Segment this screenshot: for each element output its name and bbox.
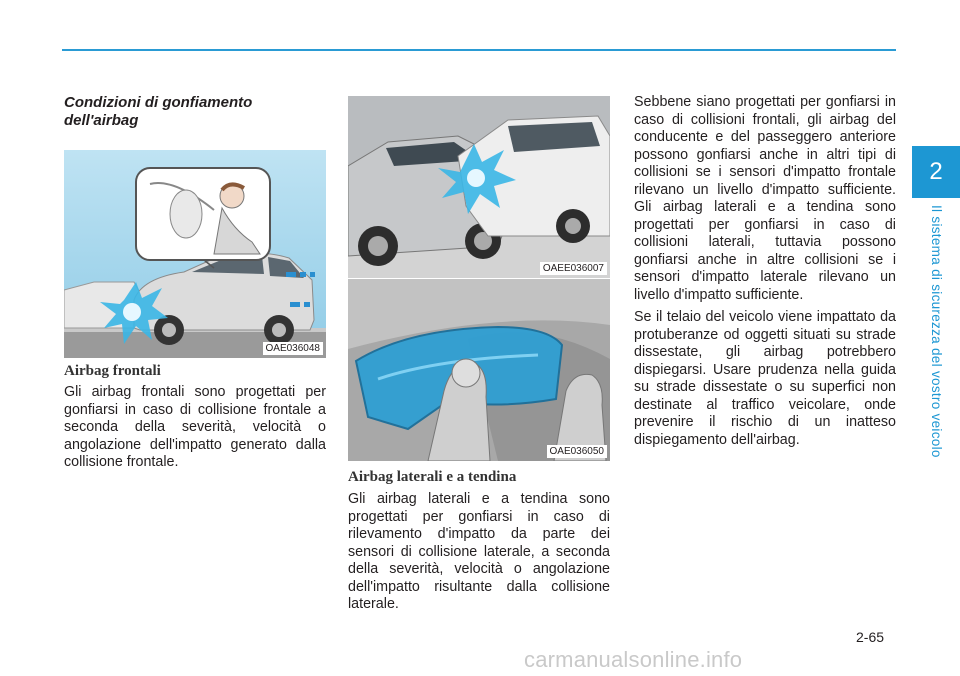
section-title: Condizioni di gonfiamento dell'airbag (64, 94, 253, 129)
chapter-number-tab (912, 146, 960, 198)
chapter-title: Il sistema di sicurezza del vostro veicolo (929, 205, 944, 458)
figure-front-airbag (64, 150, 326, 358)
header-rule (62, 49, 896, 51)
front-airbag-text: Gli airbag frontali sono progettati per gonfiarsi in caso di collisione frontale a seconda della severità, velocità o angolazione dell'impatto generato dalla collisione frontale. (64, 384, 326, 470)
side-crash-illustration (348, 96, 610, 278)
right-para-2: Se il telaio del veicolo viene impattato da protuberanze od oggetti situati su strade dissestate, gli airbag potrebbero dispiegarsi. Usare prudenza nella guida su strade dissestate o su superfici non destinate al traffico veicolare, onde prevenire il rischio di un inatteso dispiegamento dell'airbag. (634, 309, 896, 448)
column-left (64, 94, 326, 472)
page-number: 2-65 (856, 629, 885, 645)
front-airbag-heading: Airbag frontali (64, 363, 161, 379)
figure-curtain-airbag (348, 279, 610, 461)
column-right (634, 94, 896, 449)
curtain-airbag-illustration (348, 279, 610, 461)
column-middle (348, 96, 610, 614)
figure-side-crash (348, 96, 610, 278)
figure-code: OAEE036007 (540, 262, 607, 275)
right-para-1: Sebbene siano progettati per gonfiarsi in caso di collisioni frontali, gli airbag del conducente e del passeggero anteriore possono gonfiarsi anche in altri tipi di collisioni se i sensori d'impatto frontale rilevano un livello d'impatto sufficiente. Gli airbag laterali e a tendina sono progettati per gonfiarsi in caso di collisioni laterali, tuttavia possono gonfiarsi anche in altre collisioni se i sensori d'impatto laterale rilevano un livello d'impatto sufficiente. (634, 94, 896, 303)
figure-code: OAE036048 (263, 342, 324, 355)
front-airbag-illustration (64, 150, 326, 358)
figure-code: OAE036050 (547, 445, 608, 458)
side-airbag-heading: Airbag laterali e a tendina (348, 469, 517, 485)
side-airbag-text: Gli airbag laterali e a tendina sono progettati per gonfiarsi in caso di rilevamento d'impatto da parte dei sensori di collisione laterale, a seconda della severità, velocità o angolazione dell'impatto risultante dalla collisione laterale. (348, 491, 610, 612)
chapter-number: 2 (929, 158, 943, 185)
watermark: carmanualsonline.info (524, 647, 743, 672)
